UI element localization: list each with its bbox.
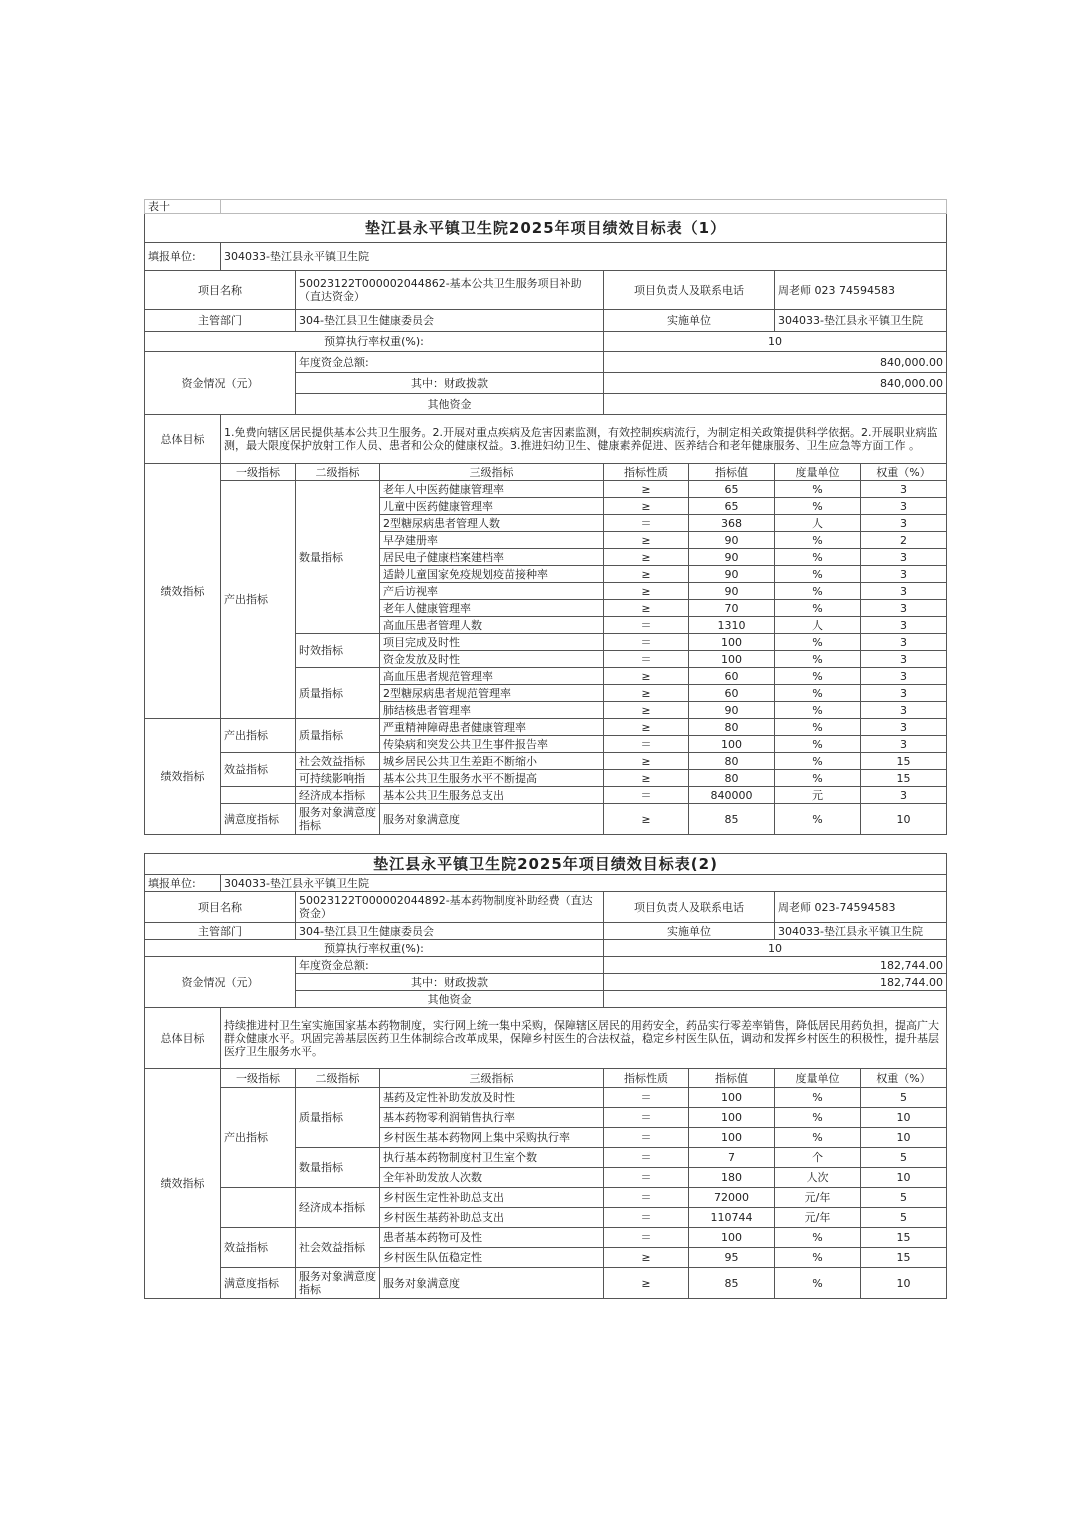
- indicator-weight: 3: [861, 583, 947, 600]
- indicator-weight: 2: [861, 532, 947, 549]
- indicator-name: 基药及定性补助发放及时性: [380, 1088, 604, 1108]
- indicator-unit: %: [775, 753, 861, 770]
- fund-total-label: 年度资金总额:: [296, 352, 604, 373]
- indicator-weight: 10: [861, 1168, 947, 1188]
- level2-satisfaction: 服务对象满意度指标: [296, 1268, 380, 1299]
- indicator-weight: 15: [861, 1228, 947, 1248]
- indicator-name: 患者基本药物可及性: [380, 1228, 604, 1248]
- indicator-unit: %: [775, 702, 861, 719]
- indicator-value: 100: [689, 1228, 775, 1248]
- dept-value: 304-垫江县卫生健康委员会: [296, 923, 604, 940]
- indicator-nature: ≥: [604, 549, 689, 566]
- indicator-unit: %: [775, 668, 861, 685]
- level1-output: 产出指标: [221, 719, 296, 753]
- indicator-value: 90: [689, 532, 775, 549]
- table-title: 垫江县永平镇卫生院2025年项目绩效目标表（1）: [145, 214, 947, 243]
- indicator-value: 100: [689, 634, 775, 651]
- indicator-weight: 3: [861, 719, 947, 736]
- project-name-label: 项目名称: [145, 892, 296, 923]
- indicator-value: 80: [689, 719, 775, 736]
- header-weight: 权重（%）: [861, 1069, 947, 1088]
- level2-quality: 质量指标: [296, 1088, 380, 1148]
- indicator-unit: %: [775, 481, 861, 498]
- header-value: 指标值: [689, 464, 775, 481]
- level2-quantity: 数量指标: [296, 481, 380, 634]
- dept-label: 主管部门: [145, 310, 296, 332]
- indicator-name: 全年补助发放人次数: [380, 1168, 604, 1188]
- goal-label: 总体目标: [145, 415, 221, 464]
- header-level2: 二级指标: [296, 464, 380, 481]
- indicator-unit: %: [775, 1088, 861, 1108]
- indicator-nature: ≥: [604, 1248, 689, 1268]
- indicator-weight: 10: [861, 804, 947, 835]
- indicator-weight: 10: [861, 1128, 947, 1148]
- indicator-weight: 3: [861, 668, 947, 685]
- indicator-weight: 3: [861, 702, 947, 719]
- indicator-name: 项目完成及时性: [380, 634, 604, 651]
- indicator-name: 产后访视率: [380, 583, 604, 600]
- indicator-weight: 3: [861, 515, 947, 532]
- indicator-unit: %: [775, 600, 861, 617]
- indicator-value: 72000: [689, 1188, 775, 1208]
- perf-label-2: 绩效指标: [145, 719, 221, 835]
- indicator-weight: 3: [861, 651, 947, 668]
- indicator-weight: 3: [861, 617, 947, 634]
- fund-fiscal-value: 840,000.00: [604, 373, 947, 394]
- indicator-nature: ＝: [604, 1168, 689, 1188]
- level2-quality: 质量指标: [296, 719, 380, 753]
- indicator-name: 早孕建册率: [380, 532, 604, 549]
- level2-sustain: 可持续影响指: [296, 770, 380, 787]
- indicator-name: 2型糖尿病患者管理人数: [380, 515, 604, 532]
- goal-label: 总体目标: [145, 1008, 221, 1069]
- header-weight: 权重（%）: [861, 464, 947, 481]
- level1-benefit: 效益指标: [221, 753, 296, 787]
- indicator-unit: 元: [775, 787, 861, 804]
- indicator-weight: 3: [861, 549, 947, 566]
- indicator-nature: ≥: [604, 532, 689, 549]
- indicator-weight: 3: [861, 685, 947, 702]
- indicator-name: 老年人健康管理率: [380, 600, 604, 617]
- indicator-weight: 5: [861, 1088, 947, 1108]
- level2-social: 社会效益指标: [296, 753, 380, 770]
- unit-label: 填报单位:: [145, 875, 221, 892]
- header-level1: 一级指标: [221, 1069, 296, 1088]
- document-page: [144, 199, 946, 1299]
- indicator-nature: ＝: [604, 736, 689, 753]
- indicator-name: 乡村医生基药补助总支出: [380, 1208, 604, 1228]
- header-level2: 二级指标: [296, 1069, 380, 1088]
- indicator-nature: ＝: [604, 617, 689, 634]
- goal-text: 1.免费向辖区居民提供基本公共卫生服务。2.开展对重点疾病及危害因素监测，有效控制疾病流行，为制定相关政策提供科学依据。2.开展职业病监测，最大限度保护放射工作人员、患者和公众的健康权益。3.推进妇幼卫生、健康素养促进、医养结合和老年健康服务、卫生应急等方面工作 。: [221, 415, 947, 464]
- header-unit: 度量单位: [775, 1069, 861, 1088]
- indicator-value: 90: [689, 702, 775, 719]
- indicator-nature: ≥: [604, 481, 689, 498]
- indicator-value: 100: [689, 651, 775, 668]
- budget-weight-label: 预算执行率权重(%):: [145, 332, 604, 352]
- indicator-unit: 元/年: [775, 1208, 861, 1228]
- indicator-unit: 人: [775, 617, 861, 634]
- header-unit: 度量单位: [775, 464, 861, 481]
- indicator-weight: 5: [861, 1148, 947, 1168]
- indicator-value: 80: [689, 753, 775, 770]
- indicator-value: 100: [689, 736, 775, 753]
- indicator-unit: %: [775, 1248, 861, 1268]
- indicator-name: 高血压患者规范管理率: [380, 668, 604, 685]
- indicator-unit: %: [775, 736, 861, 753]
- indicator-value: 100: [689, 1088, 775, 1108]
- indicator-value: 70: [689, 600, 775, 617]
- indicator-weight: 15: [861, 753, 947, 770]
- indicator-value: 100: [689, 1128, 775, 1148]
- unit-value: 304033-垫江县永平镇卫生院: [221, 243, 947, 271]
- indicator-value: 1310: [689, 617, 775, 634]
- indicator-nature: ＝: [604, 1128, 689, 1148]
- level1-output: 产出指标: [221, 1088, 296, 1188]
- indicator-name: 高血压患者管理人数: [380, 617, 604, 634]
- indicator-value: 90: [689, 549, 775, 566]
- indicator-weight: 3: [861, 736, 947, 753]
- indicator-nature: ＝: [604, 515, 689, 532]
- project-name-label: 项目名称: [145, 271, 296, 310]
- indicator-nature: ＝: [604, 1188, 689, 1208]
- fund-other-value: [604, 991, 947, 1008]
- impl-label: 实施单位: [604, 923, 775, 940]
- indicator-weight: 3: [861, 498, 947, 515]
- fund-label: 资金情况（元）: [145, 957, 296, 1008]
- level2-social: 社会效益指标: [296, 1228, 380, 1268]
- indicator-weight: 3: [861, 566, 947, 583]
- indicator-unit: 元/年: [775, 1188, 861, 1208]
- impl-value: 304033-垫江县永平镇卫生院: [775, 310, 947, 332]
- level1-satisfaction: 满意度指标: [221, 1268, 296, 1299]
- indicator-name: 城乡居民公共卫生差距不断缩小: [380, 753, 604, 770]
- indicator-name: 传染病和突发公共卫生事件报告率: [380, 736, 604, 753]
- fund-other-label: 其他资金: [296, 991, 604, 1008]
- indicator-nature: ≥: [604, 702, 689, 719]
- contact-label: 项目负责人及联系电话: [604, 892, 775, 923]
- indicator-nature: ≥: [604, 600, 689, 617]
- indicator-weight: 3: [861, 600, 947, 617]
- indicator-weight: 15: [861, 1248, 947, 1268]
- dept-value: 304-垫江县卫生健康委员会: [296, 310, 604, 332]
- fund-total-value: 840,000.00: [604, 352, 947, 373]
- indicator-weight: 15: [861, 770, 947, 787]
- indicator-nature: ＝: [604, 1108, 689, 1128]
- indicator-weight: 10: [861, 1268, 947, 1299]
- indicator-name: 儿童中医药健康管理率: [380, 498, 604, 515]
- indicator-value: 60: [689, 685, 775, 702]
- indicator-weight: 5: [861, 1208, 947, 1228]
- indicator-value: 180: [689, 1168, 775, 1188]
- indicator-nature: ＝: [604, 1148, 689, 1168]
- indicator-unit: %: [775, 583, 861, 600]
- fund-total-label: 年度资金总额:: [296, 957, 604, 974]
- indicator-nature: ≥: [604, 770, 689, 787]
- header-level1: 一级指标: [221, 464, 296, 481]
- indicator-name: 居民电子健康档案建档率: [380, 549, 604, 566]
- indicator-nature: ＝: [604, 651, 689, 668]
- indicator-value: 90: [689, 583, 775, 600]
- indicator-unit: 人次: [775, 1168, 861, 1188]
- unit-value: 304033-垫江县永平镇卫生院: [221, 875, 947, 892]
- perf-label: 绩效指标: [145, 1069, 221, 1299]
- unit-label: 填报单位:: [145, 243, 221, 271]
- indicator-value: 80: [689, 770, 775, 787]
- indicator-nature: ≥: [604, 566, 689, 583]
- indicator-name: 资金发放及时性: [380, 651, 604, 668]
- goal-text: 持续推进村卫生室实施国家基本药物制度，实行网上统一集中采购，保障辖区居民的用药安全，药品实行零差率销售，降低居民用药负担，提高广大群众健康水平。巩固完善基层医药卫生体制综合改革成果，保障乡村医生的合法权益，稳定乡村医生队伍，调动和发挥乡村医生的积极性，提升基层医疗卫生服务水平。: [221, 1008, 947, 1069]
- indicator-value: 95: [689, 1248, 775, 1268]
- dept-label: 主管部门: [145, 923, 296, 940]
- indicator-nature: ＝: [604, 1208, 689, 1228]
- performance-table-2: [144, 853, 947, 1299]
- indicator-name: 肺结核患者管理率: [380, 702, 604, 719]
- indicator-nature: ＝: [604, 634, 689, 651]
- indicator-nature: ≥: [604, 753, 689, 770]
- indicator-nature: ≥: [604, 685, 689, 702]
- contact-value: 周老师 023 74594583: [775, 271, 947, 310]
- table-title: 垫江县永平镇卫生院2025年项目绩效目标表(2): [145, 854, 947, 875]
- fund-other-value: [604, 394, 947, 415]
- indicator-nature: ＝: [604, 1088, 689, 1108]
- indicator-unit: %: [775, 1128, 861, 1148]
- indicator-name: 严重精神障碍患者健康管理率: [380, 719, 604, 736]
- indicator-unit: %: [775, 719, 861, 736]
- indicator-name: 乡村医生定性补助总支出: [380, 1188, 604, 1208]
- perf-label: 绩效指标: [145, 464, 221, 719]
- level2-quantity: 数量指标: [296, 1148, 380, 1188]
- indicator-name: 执行基本药物制度村卫生室个数: [380, 1148, 604, 1168]
- indicator-value: 7: [689, 1148, 775, 1168]
- level2-satisfaction: 服务对象满意度指标: [296, 804, 380, 835]
- indicator-value: 60: [689, 668, 775, 685]
- indicator-unit: %: [775, 498, 861, 515]
- indicator-weight: 10: [861, 1108, 947, 1128]
- indicator-value: 110744: [689, 1208, 775, 1228]
- contact-value: 周老师 023-74594583: [775, 892, 947, 923]
- budget-weight-value: 10: [604, 332, 947, 352]
- header-nature: 指标性质: [604, 1069, 689, 1088]
- indicator-unit: %: [775, 804, 861, 835]
- indicator-name: 基本药物零利润销售执行率: [380, 1108, 604, 1128]
- fund-total-value: 182,744.00: [604, 957, 947, 974]
- indicator-unit: %: [775, 1228, 861, 1248]
- indicator-value: 840000: [689, 787, 775, 804]
- indicator-unit: %: [775, 566, 861, 583]
- indicator-name: 服务对象满意度: [380, 1268, 604, 1299]
- indicator-nature: ≥: [604, 583, 689, 600]
- indicator-name: 老年人中医药健康管理率: [380, 481, 604, 498]
- indicator-weight: 3: [861, 481, 947, 498]
- level2-time: 时效指标: [296, 634, 380, 668]
- indicator-nature: ≥: [604, 1268, 689, 1299]
- indicator-name: 基本公共卫生服务水平不断提高: [380, 770, 604, 787]
- indicator-nature: ＝: [604, 787, 689, 804]
- header-nature: 指标性质: [604, 464, 689, 481]
- impl-value: 304033-垫江县永平镇卫生院: [775, 923, 947, 940]
- indicator-weight: 5: [861, 1188, 947, 1208]
- fund-fiscal-label: 其中：财政拨款: [296, 974, 604, 991]
- indicator-unit: %: [775, 770, 861, 787]
- fund-label: 资金情况（元）: [145, 352, 296, 415]
- indicator-value: 368: [689, 515, 775, 532]
- level2-quality: 质量指标: [296, 668, 380, 719]
- indicator-nature: ≥: [604, 498, 689, 515]
- indicator-value: 65: [689, 498, 775, 515]
- fund-other-label: 其他资金: [296, 394, 604, 415]
- level1-benefit: 效益指标: [221, 1228, 296, 1268]
- indicator-name: 2型糖尿病患者规范管理率: [380, 685, 604, 702]
- level1-output: 产出指标: [221, 481, 296, 719]
- fund-fiscal-label: 其中：财政拨款: [296, 373, 604, 394]
- project-name-value: 50023122T000002044862-基本公共卫生服务项目补助（直达资金）: [296, 271, 604, 310]
- budget-weight-label: 预算执行率权重(%):: [145, 940, 604, 957]
- indicator-unit: %: [775, 1268, 861, 1299]
- indicator-value: 90: [689, 566, 775, 583]
- indicator-unit: %: [775, 532, 861, 549]
- table-tag: 表十: [145, 200, 221, 214]
- header-value: 指标值: [689, 1069, 775, 1088]
- indicator-value: 100: [689, 1108, 775, 1128]
- indicator-name: 乡村医生队伍稳定性: [380, 1248, 604, 1268]
- indicator-unit: %: [775, 1108, 861, 1128]
- indicator-name: 基本公共卫生服务总支出: [380, 787, 604, 804]
- fund-fiscal-value: 182,744.00: [604, 974, 947, 991]
- project-name-value: 50023122T000002044892-基本药物制度补助经费（直达资金）: [296, 892, 604, 923]
- contact-label: 项目负责人及联系电话: [604, 271, 775, 310]
- indicator-unit: 个: [775, 1148, 861, 1168]
- budget-weight-value: 10: [604, 940, 947, 957]
- performance-table-1: [144, 199, 947, 835]
- indicator-nature: ≥: [604, 719, 689, 736]
- indicator-unit: %: [775, 685, 861, 702]
- indicator-nature: ≥: [604, 668, 689, 685]
- header-level3: 三级指标: [380, 464, 604, 481]
- header-level3: 三级指标: [380, 1069, 604, 1088]
- indicator-unit: 人: [775, 515, 861, 532]
- indicator-weight: 3: [861, 787, 947, 804]
- indicator-unit: %: [775, 549, 861, 566]
- indicator-name: 乡村医生基本药物网上集中采购执行率: [380, 1128, 604, 1148]
- indicator-value: 85: [689, 804, 775, 835]
- indicator-name: 服务对象满意度: [380, 804, 604, 835]
- indicator-value: 65: [689, 481, 775, 498]
- table-gap: [144, 835, 946, 853]
- indicator-weight: 3: [861, 634, 947, 651]
- level1-satisfaction: 满意度指标: [221, 804, 296, 835]
- indicator-name: 适龄儿童国家免疫规划疫苗接种率: [380, 566, 604, 583]
- indicator-unit: %: [775, 651, 861, 668]
- indicator-value: 85: [689, 1268, 775, 1299]
- impl-label: 实施单位: [604, 310, 775, 332]
- indicator-nature: ≥: [604, 804, 689, 835]
- level2-cost: 经济成本指标: [296, 787, 380, 804]
- indicator-unit: %: [775, 634, 861, 651]
- level2-cost: 经济成本指标: [296, 1188, 380, 1228]
- indicator-nature: ＝: [604, 1228, 689, 1248]
